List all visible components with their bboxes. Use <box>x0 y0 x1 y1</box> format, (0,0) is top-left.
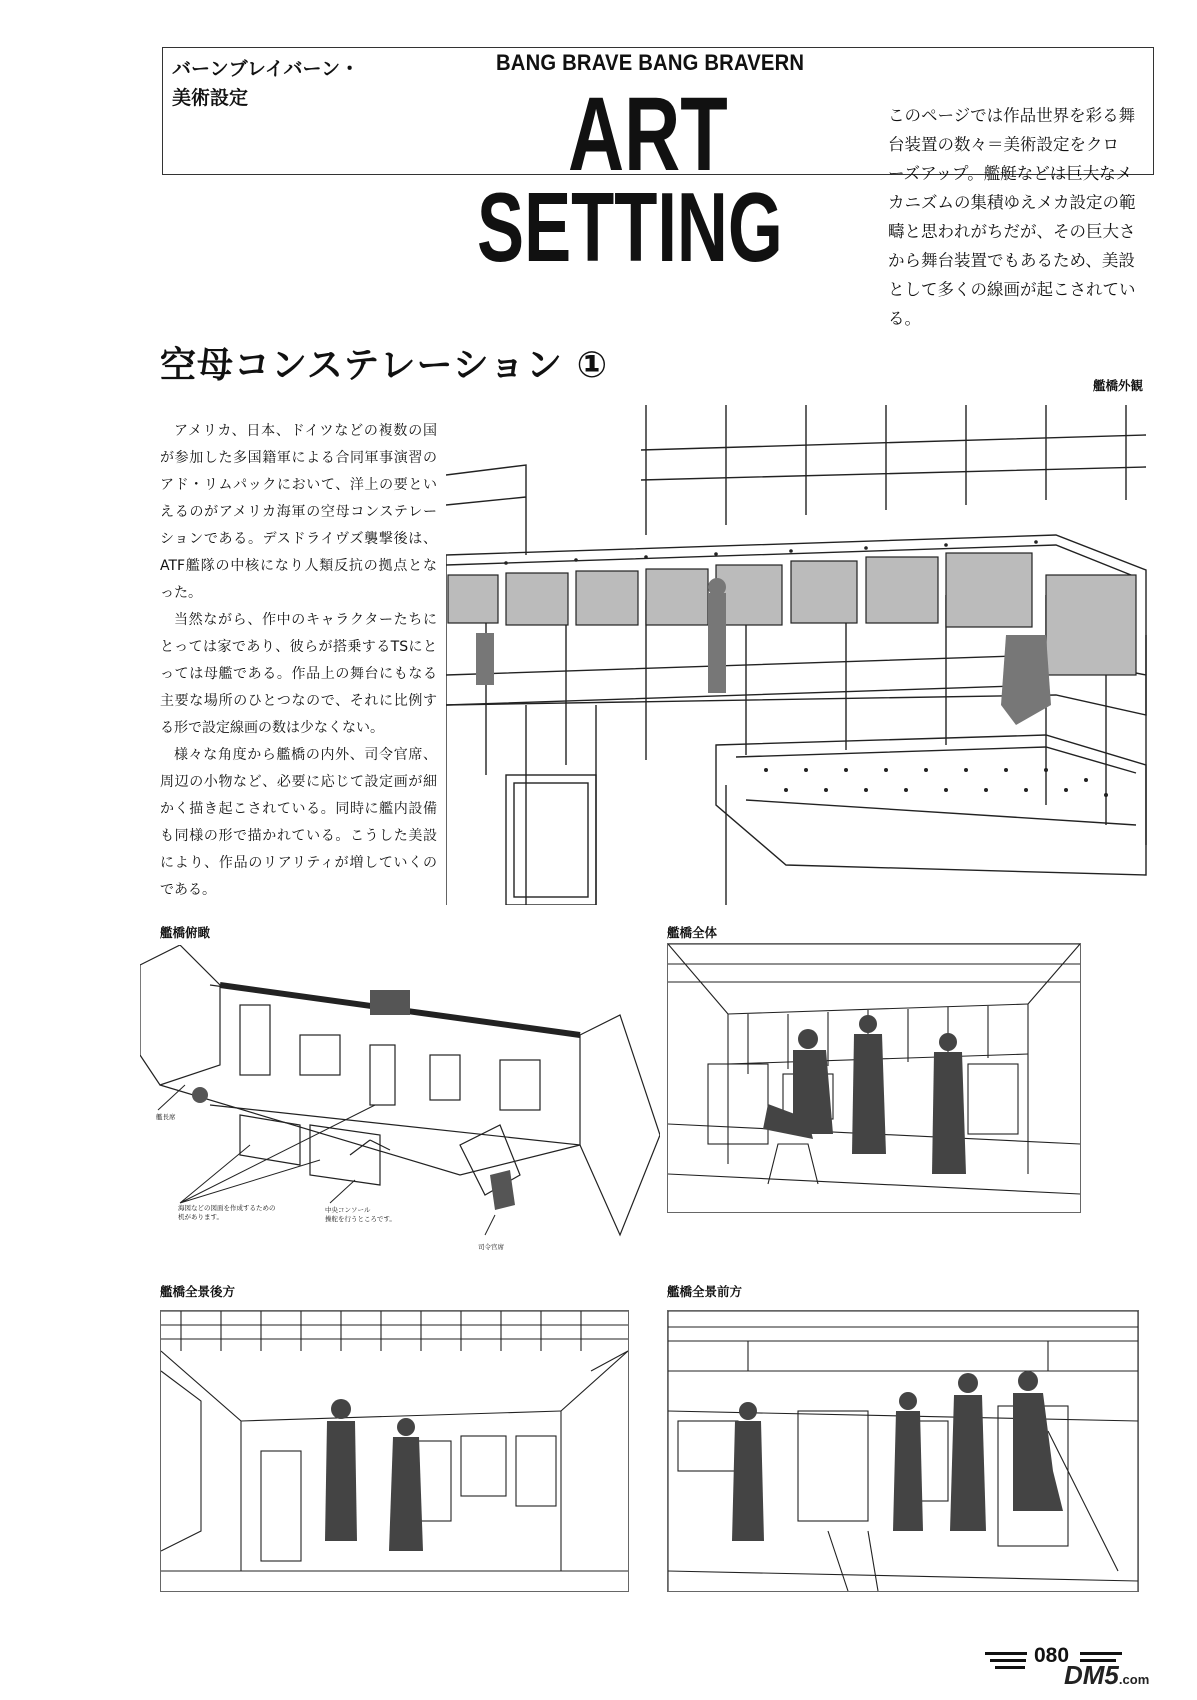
page-ornament-left <box>990 1659 1026 1662</box>
label-rear: 艦橋全景後方 <box>160 1284 236 1299</box>
label-front: 艦橋全景前方 <box>667 1284 743 1299</box>
intro-line: として多くの線画が起こされている。 <box>888 280 1136 328</box>
intro-line: ーズアップ。艦艇などは巨大なメ <box>888 164 1133 183</box>
section-title: 空母コンステレーション ① <box>160 345 609 386</box>
series-title-jp-line1: バーンブレイバーン・ <box>172 58 360 80</box>
intro-line: から舞台装置でもあるため、美設 <box>888 251 1135 270</box>
intro-line: このページでは作品世界を彩る舞 <box>888 106 1136 125</box>
watermark <box>1064 1660 1149 1691</box>
note-chart-desk-line1: 海図などの図面を作成するための <box>178 1204 276 1212</box>
label-exterior: 艦橋外観 <box>1093 378 1144 393</box>
note-commander-seat: 司令官席 <box>478 1243 504 1251</box>
illustration-bridge-overhead <box>140 945 660 1255</box>
page-ornament-left <box>995 1666 1025 1669</box>
watermark-text: DM5 <box>1064 1660 1119 1690</box>
illustration-bridge-front <box>667 1310 1139 1592</box>
note-central-console-line2: 操舵を行うところです。 <box>325 1215 396 1223</box>
intro-text <box>888 101 1156 333</box>
intro-line: 台装置の数々＝美術設定をクロ <box>888 135 1119 154</box>
illustration-bridge-exterior <box>446 405 1150 905</box>
watermark-suffix: .com <box>1118 1672 1150 1687</box>
body-paragraph: 様々な角度から艦橋の内外、司令官席、周辺の小物など、必要に応じて設定画が細かく描き起こされている。同時に艦内設備も同様の形で描かれている。こうした美設により、作品のリアリティが増していくのである。 <box>160 747 437 898</box>
note-chart-desk-line2: 机があります。 <box>178 1213 223 1221</box>
page-ornament-right <box>1080 1652 1122 1655</box>
series-title-en: BANG BRAVE BANG BRAVERN <box>496 50 805 75</box>
page-ornament-left <box>985 1652 1027 1655</box>
title-setting: SETTING <box>477 172 783 282</box>
note-captain-seat: 艦長席 <box>156 1113 176 1121</box>
body-text <box>160 418 437 904</box>
series-title-jp <box>172 55 359 113</box>
body-paragraph: 当然ながら、作中のキャラクターたちにとっては家であり、彼らが搭乗するTSにとっては母艦である。作品上の舞台にもなる主要な場所のひとつなので、それに比例する形で設定線画の数は少なくない。 <box>160 612 437 736</box>
title-art: ART <box>568 76 728 193</box>
illustration-bridge-whole <box>667 943 1081 1213</box>
body-paragraph: アメリカ、日本、ドイツなどの複数の国が参加した多国籍軍による合同軍事演習のアド・リムパックにおいて、洋上の要といえるのがアメリカ海軍の空母コンステレーションである。デスドライヴズ襲撃後は、ATF艦隊の中核になり人類反抗の拠点となった。 <box>160 423 437 601</box>
intro-line: カニズムの集積ゆえメカ設定の範 <box>888 193 1136 212</box>
note-chart-desk <box>178 1203 276 1221</box>
label-overhead: 艦橋俯瞰 <box>160 925 211 940</box>
label-whole: 艦橋全体 <box>667 925 718 940</box>
note-central-console-line1: 中央コンソール <box>325 1206 371 1214</box>
intro-line: 疇と思われがちだが、その巨大さ <box>888 222 1136 241</box>
illustration-bridge-rear <box>160 1310 629 1592</box>
page-number: 080 <box>1034 1644 1070 1667</box>
series-title-jp-line2: 美術設定 <box>172 87 249 109</box>
note-central-console <box>325 1205 396 1223</box>
